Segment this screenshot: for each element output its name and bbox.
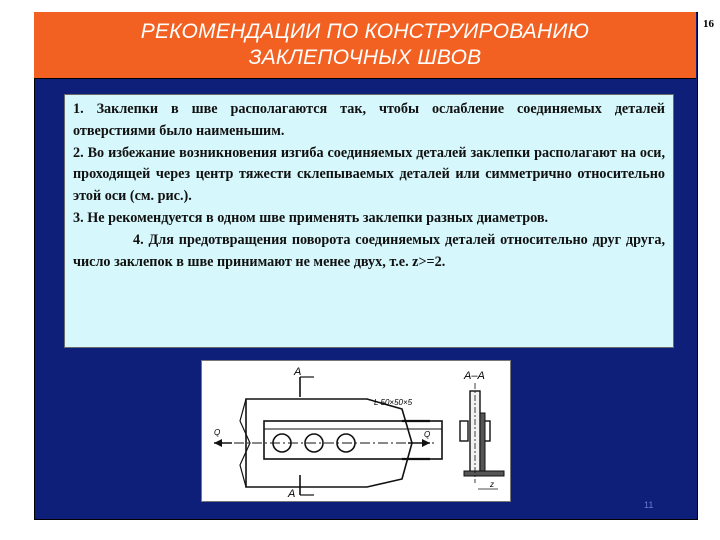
- title-line-2: ЗАКЛЕПОЧНЫХ ШВОВ: [248, 46, 482, 69]
- section-angle-horizontal: [464, 471, 504, 476]
- dimension-label: z: [490, 480, 494, 489]
- recommendation-3: 3. Не рекомендуется в одном шве применять заклепки разных диаметров.: [73, 209, 549, 226]
- section-mark-top: A: [294, 366, 302, 378]
- riveted-joint-figure: [201, 360, 511, 502]
- recommendation-4: 4. Для предотвращения поворота соединяемых деталей относительно друг друга, число заклепок в шве принимают не менее двух, т.е. z>=2.: [73, 231, 665, 270]
- recommendations-box: [64, 94, 674, 348]
- profile-label: L 50×50×5: [374, 398, 413, 407]
- force-label-left: Q: [214, 428, 221, 437]
- title-line-1: РЕКОМЕНДАЦИИ ПО КОНСТРУИРОВАНИЮ: [140, 20, 590, 43]
- force-arrow-left: [214, 439, 222, 447]
- section-title: A–A: [464, 370, 485, 382]
- recommendation-2: 2. Во избежание возникновения изгиба соединяемых деталей заклепки располагают на оси, проходящей через центр тяжести склепываемых деталей или симметрично относительно этой оси (см. рис.).: [73, 144, 665, 205]
- force-arrow-right: [422, 439, 430, 447]
- section-rivet-head-left: [460, 421, 468, 441]
- page-mark: 11: [644, 500, 654, 510]
- force-label-right: Q: [424, 430, 431, 439]
- slide-number: 16: [703, 18, 714, 30]
- section-mark-bottom: A: [288, 488, 296, 499]
- recommendation-1: 1. Заклепки в шве располагаются так, чтобы ослабление соединяемых деталей отверстиями было наименьшим.: [73, 101, 665, 139]
- section-angle-vertical: [480, 413, 485, 471]
- angle-extension: [402, 421, 430, 459]
- title-bar: [34, 12, 696, 79]
- riveted-joint-drawing: [202, 361, 508, 499]
